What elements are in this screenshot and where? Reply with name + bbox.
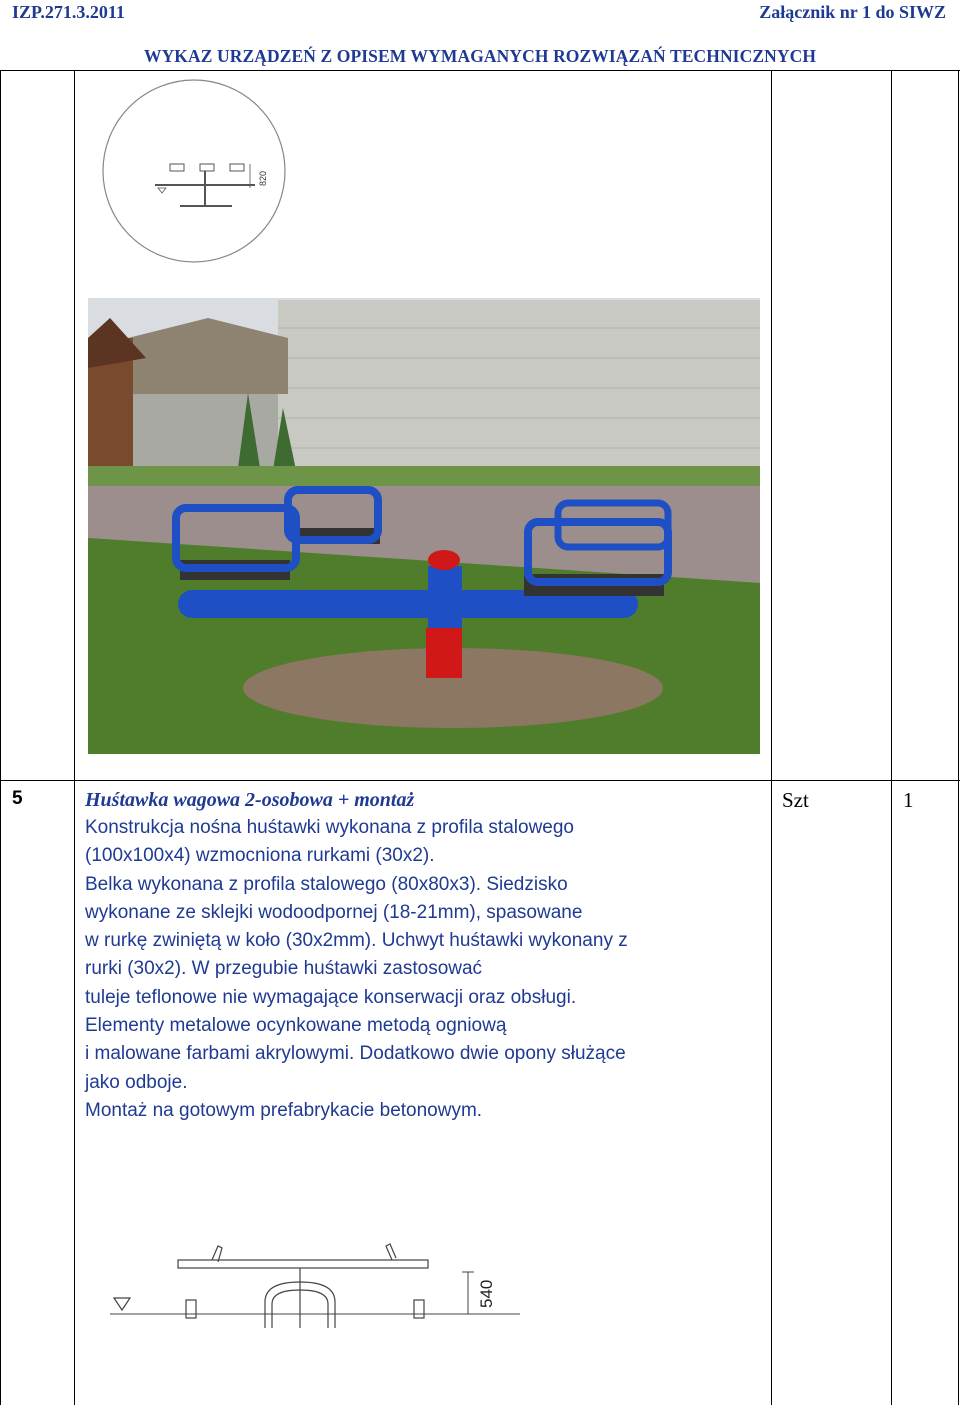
seesaw-technical-drawing <box>100 1238 520 1328</box>
item-unit: Szt <box>782 788 809 812</box>
ground-marker-icon <box>114 1298 130 1310</box>
dimension-label: 820 <box>258 170 268 186</box>
tyre-bumper <box>186 1300 196 1318</box>
description-line: Elementy metalowe ocynkowane metodą ogniową <box>85 1015 507 1037</box>
ground-marker-icon <box>158 188 166 193</box>
table-left-border <box>0 70 1 1405</box>
seesaw-handle <box>386 1244 396 1260</box>
document-title: WYKAZ URZĄDZEŃ Z OPISEM WYMAGANYCH ROZWIĄZAŃ TECHNICZNYCH <box>143 46 817 66</box>
description-line: wykonane ze sklejki wodoodpornej (18-21mm), spasowane <box>85 901 583 923</box>
seat-symbol <box>170 164 184 171</box>
item-title: Huśtawka wagowa 2-osobowa + montaż <box>85 789 415 811</box>
carousel-technical-drawing <box>100 78 290 268</box>
carousel-post <box>426 628 462 678</box>
document-reference: IZP.271.3.2011 <box>12 2 125 22</box>
item-quantity: 1 <box>903 788 914 812</box>
column-divider-unit <box>891 70 892 1405</box>
tyre-bumper <box>414 1300 424 1318</box>
description-line: (100x100x4) wzmocniona rurkami (30x2). <box>85 845 435 867</box>
description-line: jako odboje. <box>85 1071 188 1093</box>
description-line: i malowane farbami akrylowymi. Dodatkowo dwie opony służące <box>85 1043 626 1065</box>
seat-symbol <box>230 164 244 171</box>
row-separator <box>0 780 960 781</box>
description-line: Montaż na gotowym prefabrykacie betonowym. <box>85 1099 483 1121</box>
column-divider-description <box>771 70 772 1405</box>
equipment-photo <box>88 298 760 754</box>
description-line: rurki (30x2). W przegubie huśtawki zastosować <box>85 958 483 980</box>
annex-label: Załącznik nr 1 do SIWZ <box>759 2 946 22</box>
table-top-border <box>0 70 960 71</box>
seesaw-beam <box>178 1260 428 1268</box>
description-line: Belka wykonana z profila stalowego (80x80x3). Siedzisko <box>85 873 568 895</box>
carousel-hub <box>428 566 462 636</box>
item-number: 5 <box>12 788 23 809</box>
description-line: Konstrukcja nośna huśtawki wykonana z profila stalowego <box>85 817 574 838</box>
column-divider-number <box>74 70 75 1405</box>
description-line: w rurkę zwiniętą w koło (30x2mm). Uchwyt huśtawki wykonany z <box>85 930 628 952</box>
seat-symbol <box>200 164 214 171</box>
description-line: tuleje teflonowe nie wymagające konserwacji oraz obsługi. <box>85 986 577 1008</box>
table-right-border <box>958 70 959 1405</box>
carousel-cap <box>428 550 460 570</box>
dimension-label: 540 <box>477 1279 496 1308</box>
item-description <box>85 786 765 1125</box>
